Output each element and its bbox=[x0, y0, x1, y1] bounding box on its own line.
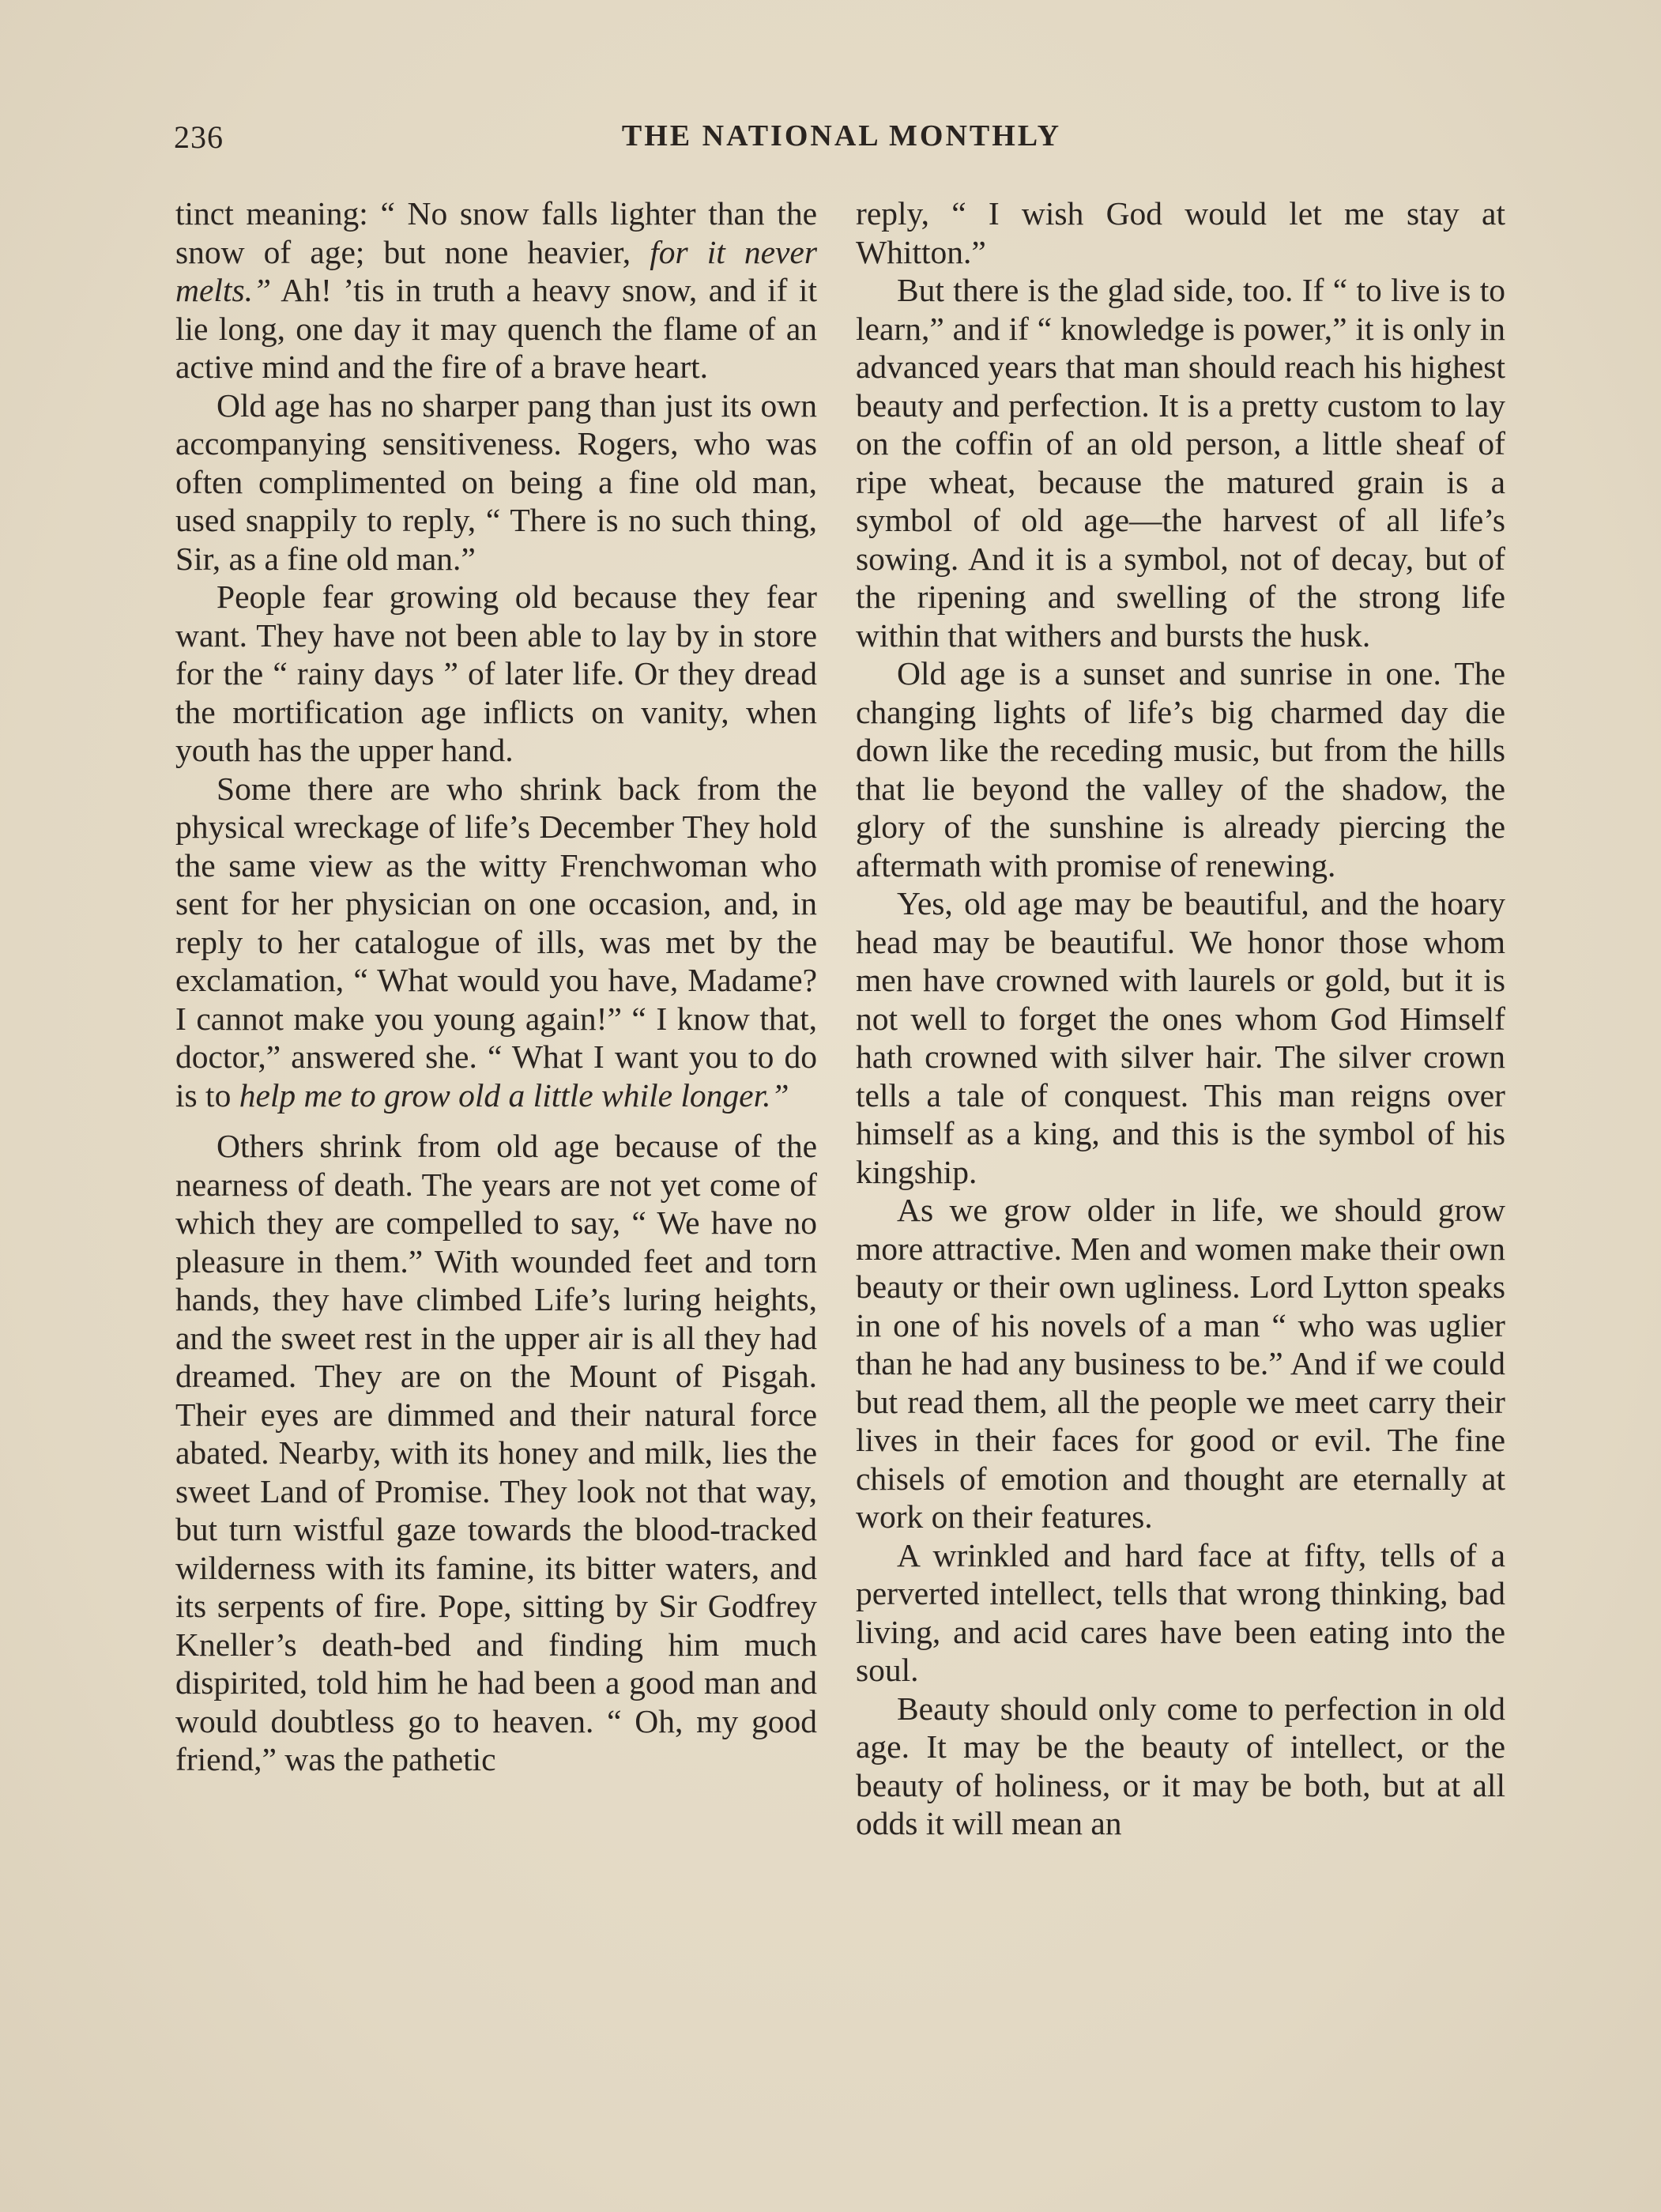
paragraph: People fear growing old because they fear want. They have not been able to lay by in store for the “ rainy days ” of later life. Or they dread the mortification age inflicts on vanity, when youth has the upper hand. bbox=[175, 578, 817, 768]
paragraph: Beauty should only come to perfection in old age. It may be the beauty of intellect, or the beauty of holiness, or it may be both, but at all odds it will mean an bbox=[856, 1690, 1505, 1841]
paragraph bbox=[175, 194, 817, 386]
paragraph: Others shrink from old age because of the nearness of death. The years are not yet come of which they are compelled to say, “ We have no pleasure in them.” With wounded feet and torn hands, they have climbed Life’s luring heights, and the sweet rest in the upper air is all they had dreamed. They are on the Mount of Pisgah. Their eyes are dimmed and their natural force abated. Nearby, with its honey and milk, lies the sweet Land of Promise. They look not that way, but turn wistful gaze towards the blood-tracked wilderness with its famine, its bitter waters, and its serpents of fire. Pope, sitting by Sir Godfrey Kneller’s death-bed and finding him much dispirited, told him he had been a good man and would doubtless go to heaven. “ Oh, my good friend,” was the pathetic bbox=[175, 1128, 817, 1777]
paragraph: Yes, old age may be beautiful, and the hoary head may be beautiful. We honor those whom men have crowned with laurels or gold, but it is not well to forget the ones whom God Himself hath crowned with silver hair. The silver crown tells a tale of conquest. This man reigns over himself as a king, and this is the symbol of his kingship. bbox=[856, 885, 1505, 1190]
paragraph: A wrinkled and hard face at fifty, tells of a perverted intellect, tells that wrong thinking, bad living, and acid cares have been eating into the soul. bbox=[856, 1536, 1505, 1688]
paragraph: reply, “ I wish God would let me stay at Whitton.” bbox=[856, 195, 1505, 270]
page-number: 236 bbox=[174, 119, 224, 155]
text-run: Some there are who shrink back from the physical wreckage of life’s December They hold the same view as the witty Frenchwoman who sent for her physician on one occasion, and, in reply to her catalogue of ills, was met by the exclamation, “ What would you have, Madame? I cannot make you young again!” “ I know that, doctor,” answered she. “ What I want you to do is to bbox=[175, 770, 817, 1114]
paragraph bbox=[175, 770, 817, 1115]
text-run: Ah! ’tis in truth a heavy snow, and if it lie long, one day it may quench the flame of an active mind and the fire of a brave heart. bbox=[175, 272, 817, 385]
paragraph: Old age has no sharper pang than just its own accompanying sensitiveness. Rogers, who was often complimented on being a fine old man, used snappily to reply, “ There is no such thing, Sir, as a fine old man.” bbox=[175, 386, 817, 577]
italic-text: help me to grow old a little while longer.” bbox=[239, 1076, 789, 1114]
running-title: THE NATIONAL MONTHLY bbox=[621, 119, 1062, 153]
italic-text: for it never melts.” bbox=[175, 233, 817, 308]
page-header bbox=[174, 119, 1509, 158]
paragraph: But there is the glad side, too. If “ to live is to learn,” and if “ knowledge is power,” it is only in advanced years that man should reach his highest beauty and perfection. It is a pretty custom to lay on the coffin of an old person, a little sheaf of ripe wheat, because the matured grain is a symbol of old age—the harvest of all life’s sowing. And it is a symbol, not of decay, but of the ripening and swelling of the strong life within that withers and bursts the husk. bbox=[856, 272, 1505, 654]
paragraph: Old age is a sunset and sunrise in one. The changing lights of life’s big charmed day die down like the receding music, but from the hills that lie beyond the valley of the shadow, the glory of the sunshine is already piercing the aftermath with promise of renewing. bbox=[856, 655, 1505, 884]
right-column bbox=[856, 194, 1505, 1843]
left-column bbox=[175, 194, 817, 1779]
paragraph: As we grow older in life, we should grow more attractive. Men and women make their own beauty or their own ugliness. Lord Lytton speaks in one of his novels of a man “ who was uglier than he had any business to be.” And if we could but read them, all the people we meet carry their lives in their faces for good or evil. The fine chisels of emotion and thought are eternally at work on their features. bbox=[856, 1192, 1505, 1535]
text-run: tinct meaning: “ No snow falls lighter than the snow of age; but none heavier, bbox=[175, 195, 817, 270]
